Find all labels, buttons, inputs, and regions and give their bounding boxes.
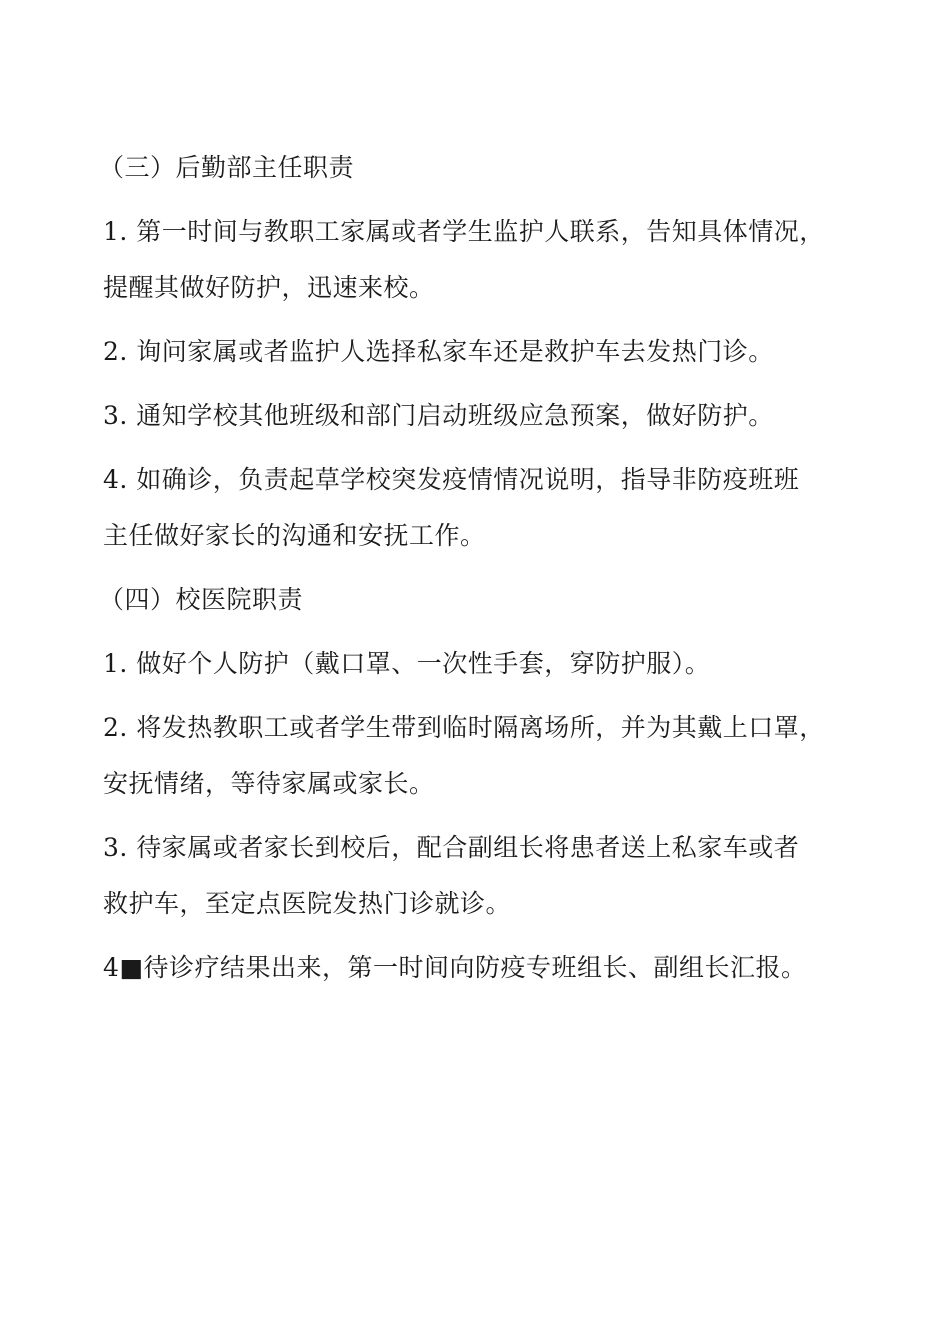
list-item: 3. 通知学校其他班级和部门启动班级应急预案，做好防护。 xyxy=(103,401,774,430)
list-item: 4■待诊疗结果出来，第一时间向防疫专班组长、副组长汇报。 xyxy=(103,953,807,982)
list-item: 4. 如确诊，负责起草学校突发疫情情况说明，指导非防疫班班 主任做好家长的沟通和安抚工作。 xyxy=(103,465,800,550)
section-heading-3: （三）后勤部主任职责 xyxy=(99,153,355,182)
section-heading-4: （四）校医院职责 xyxy=(99,585,304,614)
document-page xyxy=(99,140,863,1004)
list-item: 2. 询问家属或者监护人选择私家车还是救护车去发热门诊。 xyxy=(103,337,774,366)
list-item: 1. 第一时间与教职工家属或者学生监护人联系，告知具体情况， 提醒其做好防护，迅速来校。 xyxy=(103,217,825,302)
list-item: 1. 做好个人防护（戴口罩、一次性手套，穿防护服）。 xyxy=(103,649,711,678)
list-item: 2. 将发热教职工或者学生带到临时隔离场所，并为其戴上口罩， 安抚情绪，等待家属或家长。 xyxy=(103,713,825,798)
list-item: 3. 待家属或者家长到校后，配合副组长将患者送上私家车或者 救护车，至定点医院发热门诊就诊。 xyxy=(103,833,800,918)
